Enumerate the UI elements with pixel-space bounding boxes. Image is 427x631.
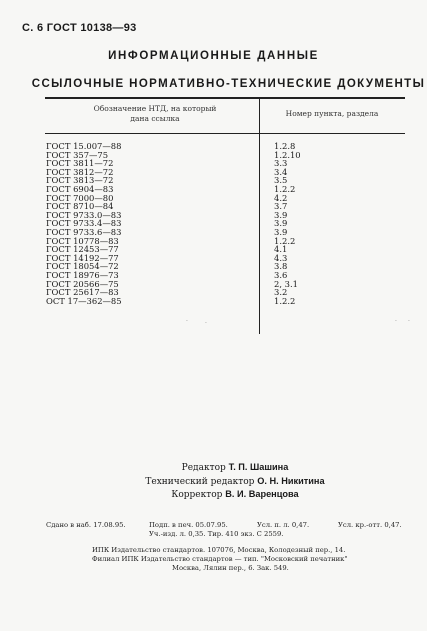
reference-document: ГОСТ 3812—72 (46, 166, 114, 177)
reference-document: ОСТ 17—362—85 (46, 295, 122, 306)
reference-document: ГОСТ 25617—83 (46, 287, 119, 298)
reference-document: ГОСТ 3813—72 (46, 175, 114, 186)
reference-section: 4.1 (274, 244, 288, 255)
reference-section: 3.9 (274, 226, 288, 237)
reference-document: ГОСТ 6904—83 (46, 183, 114, 194)
reference-section: 4.3 (274, 252, 288, 263)
column-header-document-line1: Обозначение НТД, на который (93, 104, 217, 113)
reference-section: 1.2.10 (274, 149, 301, 160)
reference-document: ГОСТ 3811—72 (46, 158, 114, 169)
reference-section: 3.5 (274, 175, 288, 186)
imprint-branch: Филиал ИПК Издательство стандартов — тип. "Московский печатник" (92, 555, 348, 563)
reference-document: ГОСТ 9733.4—83 (46, 218, 122, 229)
reference-section: 3.9 (274, 218, 288, 229)
reference-document: ГОСТ 14192—77 (46, 252, 119, 263)
reference-section: 1.2.2 (274, 235, 296, 246)
reference-section: 3.6 (274, 269, 288, 280)
imprint-color-prints: Усл. кр.-отт. 0,47. (338, 521, 402, 529)
reference-document: ГОСТ 357—75 (46, 149, 109, 160)
credit-proofreader (110, 488, 360, 502)
credit-editor (110, 461, 360, 475)
table-top-rule (45, 97, 405, 99)
reference-document: ГОСТ 18976—73 (46, 269, 119, 280)
reference-section: 4.2 (274, 192, 288, 203)
reference-document: ГОСТ 12453—77 (46, 244, 119, 255)
reference-section: 3.8 (274, 261, 288, 272)
reference-document: ГОСТ 9733.0—83 (46, 209, 122, 220)
scan-speck: . (186, 316, 188, 323)
reference-document: ГОСТ 8710—84 (46, 201, 114, 212)
section-subtitle: ССЫЛОЧНЫЕ НОРМАТИВНО-ТЕХНИЧЕСКИЕ ДОКУМЕНТЫ (31, 78, 426, 90)
credit-tech-editor (110, 475, 360, 489)
credit-proofreader-name: В. И. Варенцова (225, 489, 299, 499)
imprint-print-run: Уч.-изд. л. 0,35. Тир. 410 экз. С 2559. (149, 530, 284, 538)
reference-document: ГОСТ 15.007—88 (46, 141, 122, 151)
credit-editor-name: Т. П. Шашина (228, 462, 289, 472)
column-header-document (55, 104, 255, 124)
reference-section: 3.3 (274, 158, 288, 169)
scan-speck: . (395, 316, 397, 323)
editorial-credits (110, 461, 360, 502)
scan-speck: . (205, 318, 207, 325)
column-header-section: Номер пункта, раздела (285, 109, 379, 118)
reference-section: 1.2.8 (274, 141, 296, 151)
reference-document: ГОСТ 10778—83 (46, 235, 119, 246)
reference-section: 3.2 (274, 287, 288, 298)
reference-section: 3.9 (274, 209, 288, 220)
reference-section: 3.7 (274, 201, 288, 212)
reference-document: ГОСТ 18054—72 (46, 261, 119, 272)
table-header-rule (45, 133, 405, 134)
reference-document: ГОСТ 20566—75 (46, 278, 119, 289)
reference-section: 3.4 (274, 166, 288, 177)
scan-speck: · (408, 318, 410, 325)
credit-tech-editor-name: О. Н. Никитина (257, 475, 325, 486)
reference-document: ГОСТ 7000—80 (46, 192, 114, 203)
credit-tech-editor-label: Технический редактор (145, 476, 255, 487)
reference-section: 2, 3.1 (274, 278, 298, 289)
document-title: ИНФОРМАЦИОННЫЕ ДАННЫЕ (108, 50, 319, 62)
imprint-publisher: ИПК Издательство стандартов. 107076, Москва, Колодезный пер., 14. (92, 546, 346, 554)
reference-document: ГОСТ 9733.6—83 (46, 226, 122, 237)
credit-proofreader-label: Корректор (171, 490, 223, 500)
imprint-submitted: Сдано в наб. 17.08.95. (46, 521, 126, 529)
imprint-address: Москва, Лялин пер., 6. Зак. 549. (172, 564, 289, 572)
reference-section: 1.2.2 (274, 183, 296, 194)
page-header: С. 6 ГОСТ 10138—93 (22, 22, 137, 34)
column-header-document-line2: дана ссылка (130, 114, 180, 123)
imprint-print-sheets: Усл. п. л. 0,47. (257, 521, 310, 529)
reference-section: 1.2.2 (274, 295, 296, 306)
table-column-divider (259, 98, 260, 334)
imprint-signed: Подп. в печ. 05.07.95. (149, 521, 228, 529)
credit-editor-label: Редактор (181, 463, 226, 473)
